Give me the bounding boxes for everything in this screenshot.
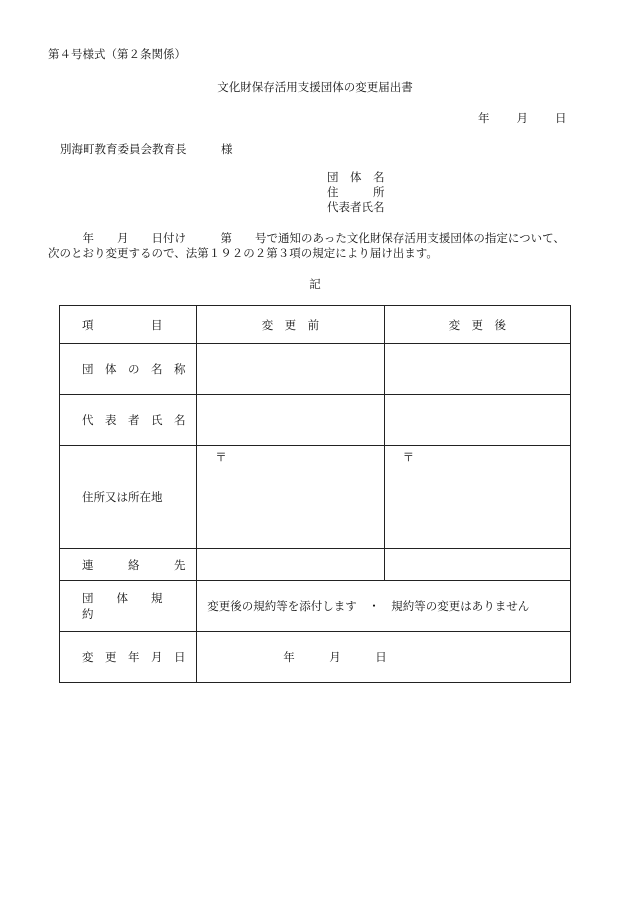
change-table xyxy=(59,305,571,683)
group-name-label: 団 体 名 xyxy=(327,170,385,184)
date-month: 月 xyxy=(516,111,528,125)
applicant-block xyxy=(327,170,385,215)
ki-mark: 記 xyxy=(309,277,321,291)
header-after: 変 更 後 xyxy=(384,306,570,344)
table-row xyxy=(60,446,571,549)
table-row xyxy=(60,632,571,683)
header-item: 項 目 xyxy=(60,306,197,344)
body-line-1: 年 月 日付け 第 号で通知のあった文化財保存活用支援団体の指定について、 xyxy=(48,231,565,245)
contact-after-cell[interactable] xyxy=(384,549,570,581)
addressee: 別海町教育委員会教育長 様 xyxy=(60,142,233,156)
address-after-cell[interactable] xyxy=(384,446,570,549)
representative-label: 代表者氏名 xyxy=(327,200,385,214)
row-label-change-date: 変 更 年 月 日 xyxy=(60,632,197,683)
table-row xyxy=(60,549,571,581)
body-line-2: 次のとおり変更するので、法第１９２の２第３項の規定により届け出ます。 xyxy=(48,246,438,260)
row-label-representative: 代 表 者 氏 名 xyxy=(60,395,197,446)
representative-after-cell[interactable] xyxy=(384,395,570,446)
table-row xyxy=(60,581,571,632)
table-row xyxy=(60,395,571,446)
contact-before-cell[interactable] xyxy=(197,549,384,581)
row-label-address: 住所又は所在地 xyxy=(60,446,197,549)
date-year: 年 xyxy=(478,111,490,125)
form-number: 第４号様式（第２条関係） xyxy=(48,47,186,61)
group-name-before-cell[interactable] xyxy=(197,344,384,395)
address-before-cell[interactable] xyxy=(197,446,384,549)
document-title: 文化財保存活用支援団体の変更届出書 xyxy=(217,80,413,94)
change-date-value[interactable]: 年 月 日 xyxy=(197,632,571,683)
row-label-contact: 連 絡 先 xyxy=(60,549,197,581)
row-label-group-name: 団 体 の 名 称 xyxy=(60,344,197,395)
submission-date xyxy=(478,110,567,126)
body-text xyxy=(48,231,593,261)
table-row xyxy=(60,344,571,395)
row-label-regulations: 団 体 規 約 xyxy=(60,581,197,632)
postal-mark-before: 〒 xyxy=(215,450,227,464)
group-name-after-cell[interactable] xyxy=(384,344,570,395)
postal-mark-after: 〒 xyxy=(402,450,415,464)
header-before: 変 更 前 xyxy=(197,306,384,344)
regulations-value[interactable]: 変更後の規約等を添付します ・ 規約等の変更はありません xyxy=(197,581,571,632)
date-day: 日 xyxy=(555,111,567,125)
address-label: 住 所 xyxy=(327,185,385,199)
representative-before-cell[interactable] xyxy=(197,395,384,446)
table-header-row xyxy=(60,306,571,344)
